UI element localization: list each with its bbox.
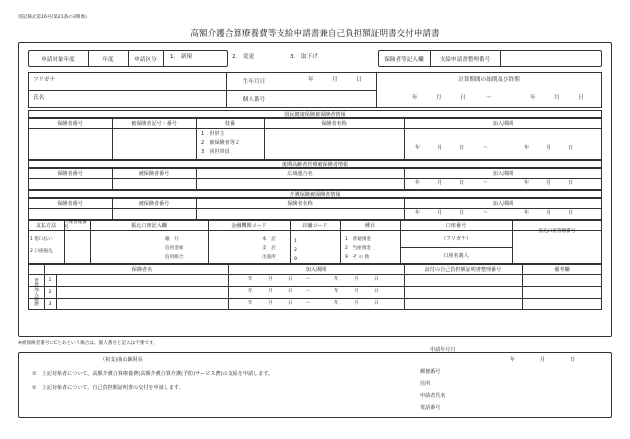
kaigo-from-month: 月 — [437, 210, 443, 216]
kenko-col-insurer-no: 保険者番号 — [57, 120, 83, 127]
application-type-option-3[interactable]: 3. 取下げ — [290, 54, 318, 60]
setai-col-insurer-name: 保険者名 — [131, 266, 153, 273]
period-from-month: 月 — [436, 95, 442, 101]
form-note: ※被保険者番号にCとあという場合は、個人番号と記入は不要です。 — [18, 341, 158, 346]
kouki-from-month: 月 — [437, 180, 443, 186]
account-digit-1: 1 — [294, 239, 297, 244]
birth-year-label: 年 — [308, 77, 314, 83]
footer-applicant-name-label: 申請者氏名 — [420, 393, 446, 399]
period-to-day: 日 — [578, 95, 584, 101]
setai-r1-from-day: 日 — [288, 277, 293, 282]
setai-r2-from-month: 月 — [268, 289, 273, 294]
personal-number-label: 個人番号 — [242, 97, 266, 103]
kaigo-from-year: 年 — [415, 210, 421, 216]
kenko-to-month: 月 — [546, 145, 552, 151]
setai-col-period: 加入期間 — [305, 266, 327, 273]
application-type-option-2[interactable]: 2. 変更 — [232, 54, 255, 60]
kaigo-col-insured-no: 被保険者番号 — [138, 200, 170, 207]
kaigo-tilde: ～ — [483, 210, 489, 216]
payment-method-label: 支払方法 — [35, 222, 57, 229]
kaigo-to-year: 年 — [524, 210, 530, 216]
household-history-text: 世帯加入履歴 — [33, 278, 39, 306]
payment-option-1[interactable]: 1 窓口払い — [30, 237, 53, 242]
kouki-tilde: ～ — [483, 180, 489, 186]
application-type-option-1[interactable]: 1. 新規 — [170, 54, 193, 60]
setai-r3-from-month: 月 — [268, 301, 273, 306]
setai-r3-to-month: 月 — [354, 301, 359, 306]
period-to-month: 月 — [554, 95, 560, 101]
branch-type-shiten[interactable]: 支 店 — [262, 246, 276, 251]
kouki-col-insurer-no: 保険者番号 — [57, 170, 83, 177]
footer-item-2: ② 上記対象者について、自己負担額証明書の交付を申請します。 — [32, 385, 184, 391]
kenko-branch-option-1[interactable]: 1 世帯主 — [201, 131, 225, 137]
bank-type-shinkin[interactable]: 信用金庫 — [165, 246, 184, 251]
footer-addressee: （祖支)曲山飯財長 — [100, 357, 143, 363]
transfer-admin-no-text: 振込口座管理番号 — [538, 229, 576, 235]
furigana-label: フリガナ — [33, 77, 56, 83]
kaigo-col-period: 加入期間 — [492, 200, 514, 207]
period-to-year: 年 — [530, 95, 536, 101]
setai-r2-to-year: 年 — [334, 289, 339, 294]
account-admin-no-label — [64, 220, 90, 230]
nendo-label: 年度 — [102, 56, 114, 63]
page-title: 高額介護合算療養費等支給申請書兼自己負担額証明書交付申請書 — [190, 29, 440, 39]
setai-r1-from-year: 年 — [248, 277, 253, 282]
kaigo-col-insurer-name: 保険者名称 — [287, 200, 313, 207]
account-number-label: 口座番号 — [445, 222, 467, 229]
setai-r2-from-year: 年 — [248, 289, 253, 294]
kenko-col-period: 加入期間 — [492, 120, 514, 127]
application-type-label: 申請区分 — [134, 56, 157, 63]
account-kind-option-1[interactable]: 1 普通預金 — [345, 237, 371, 242]
kaigo-col-insurer-no: 保険者番号 — [57, 200, 83, 207]
branch-code-label: 店舗コード — [302, 222, 328, 229]
footer-date-year: 年 — [510, 357, 516, 363]
kouki-to-year: 年 — [524, 180, 530, 186]
kenko-to-year: 年 — [524, 145, 530, 151]
branch-type-honten[interactable]: 本 店 — [262, 237, 276, 242]
kenko-from-day: 日 — [459, 145, 465, 151]
setai-r1-to-year: 年 — [334, 277, 339, 282]
kenko-branch-option-2[interactable]: 2 被保険者等２ — [201, 140, 240, 146]
birthdate-label: 生年月日 — [242, 79, 266, 85]
kouki-col-union-name: 広域連合名 — [287, 170, 313, 177]
setai-r1-to-month: 月 — [354, 277, 359, 282]
setai-r3-to-year: 年 — [334, 301, 339, 306]
footer-postal-label: 郵便番号 — [420, 369, 441, 375]
payment-option-2[interactable]: 2 口座振込 — [30, 249, 53, 254]
kenko-section-title: 国民健康保険被保険者情報 — [284, 111, 346, 118]
period-from-year: 年 — [412, 95, 418, 101]
name-label: 氏名 — [33, 95, 45, 101]
footer-address-label: 住所 — [420, 381, 431, 387]
setai-r1-to-day: 日 — [374, 277, 379, 282]
account-kind-label: 種目 — [364, 222, 376, 229]
target-year-label: 申請対象年度 — [41, 56, 75, 63]
kouki-to-month: 月 — [546, 180, 552, 186]
kouki-to-day: 日 — [568, 180, 574, 186]
kouki-from-day: 日 — [459, 180, 465, 186]
footer-item-1: ① 上記対象者について、高額介護合算療養費(高額介護合算介護(予防)サービス費)の支給を申請します。 — [32, 371, 274, 377]
birth-month-label: 月 — [332, 77, 338, 83]
bank-type-ginko[interactable]: 銀 行 — [165, 237, 179, 242]
birth-day-label: 日 — [356, 77, 362, 83]
calc-period-label: 計算期間の始期及び終期 — [458, 77, 520, 83]
setai-r1-tilde: ～ — [306, 277, 311, 282]
insurer-entry-label: 保険者等記入欄 — [384, 56, 424, 63]
bank-code-label: 金融機関コード — [231, 222, 267, 229]
account-admin-no-text: 口座管理番号 — [64, 219, 87, 230]
kaigo-section-title: 介護保険被保険者情報 — [289, 191, 341, 198]
bank-type-shinkumi[interactable]: 信用組合 — [165, 255, 184, 260]
footer-date-day: 日 — [570, 357, 576, 363]
setai-col-remarks: 備考欄 — [554, 266, 570, 273]
kouki-col-insured-no: 被保険者番号 — [138, 170, 170, 177]
branch-type-shucchojo[interactable]: 出張所 — [262, 255, 276, 260]
kenko-tilde: ～ — [483, 145, 489, 151]
transfer-admin-no-label — [512, 220, 602, 244]
setai-row-no-2: 2 — [48, 289, 52, 295]
kaigo-to-month: 月 — [546, 210, 552, 216]
form-number: 別記様式第16号(第21条の3関係) — [18, 15, 87, 20]
account-kind-option-2[interactable]: 2 当座預金 — [345, 246, 371, 251]
account-digit-2: 2 — [294, 248, 297, 253]
kaigo-from-day: 日 — [459, 210, 465, 216]
setai-r3-from-year: 年 — [248, 301, 253, 306]
transfer-account-label: 振込口座記入欄 — [131, 222, 167, 229]
kouki-from-year: 年 — [415, 180, 421, 186]
period-tilde: ～ — [486, 95, 492, 101]
kenko-col-insurer-name: 保険者名称 — [321, 120, 347, 127]
kaigo-to-day: 日 — [568, 210, 574, 216]
kouki-section-title: 後期高齢者医療被保険者情報 — [281, 161, 349, 168]
setai-r2-tilde: ～ — [306, 289, 311, 294]
account-holder-name-label: 口座名義人 — [443, 252, 469, 259]
setai-r3-from-day: 日 — [288, 301, 293, 306]
kenko-col-insured-symbol: 被保険者記号・番号 — [131, 120, 177, 127]
kenko-branch-option-3[interactable]: 3 同世帯員 — [201, 149, 230, 155]
account-holder-furigana-label: （フリガナ） — [440, 235, 472, 242]
kenko-col-branch-no: 枝番 — [224, 120, 236, 127]
setai-r3-tilde: ～ — [306, 301, 311, 306]
setai-r1-from-month: 月 — [268, 277, 273, 282]
kenko-to-day: 日 — [568, 145, 574, 151]
setai-r2-to-day: 日 — [374, 289, 379, 294]
kenko-from-year: 年 — [415, 145, 421, 151]
footer-apply-date-label: 申請年月日 — [430, 347, 456, 353]
kenko-from-month: 月 — [437, 145, 443, 151]
account-kind-option-9[interactable]: 9 そ の 他 — [345, 255, 370, 260]
application-serial-label: 支給申請書整理番号 — [439, 56, 491, 63]
setai-r2-to-month: 月 — [354, 289, 359, 294]
account-digit-9: 9 — [294, 257, 297, 262]
setai-col-certificate-no: 証付の自己負担額証明書整理番号 — [424, 266, 502, 273]
household-history-label — [28, 274, 44, 310]
setai-r2-from-day: 日 — [288, 289, 293, 294]
kouki-col-period: 加入期間 — [492, 170, 514, 177]
period-from-day: 日 — [460, 95, 466, 101]
setai-row-no-3: 3 — [48, 301, 52, 307]
footer-phone-label: 電話番号 — [420, 405, 441, 411]
setai-r3-to-day: 日 — [374, 301, 379, 306]
setai-row-no-1: 1 — [48, 277, 52, 283]
footer-date-month: 月 — [540, 357, 546, 363]
